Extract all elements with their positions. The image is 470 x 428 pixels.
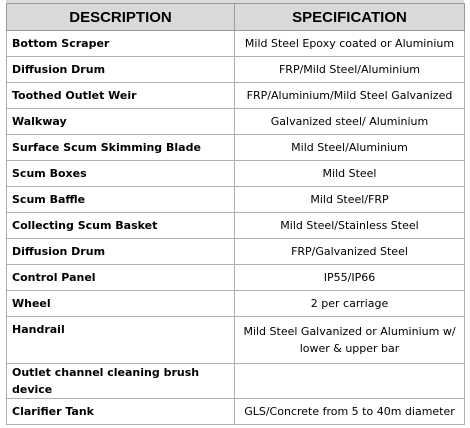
row-description: Scum Boxes bbox=[7, 161, 235, 187]
row-specification: Mild Steel Galvanized or Aluminium w/ lower & upper bar bbox=[235, 317, 465, 364]
row-description: Collecting Scum Basket bbox=[7, 213, 235, 239]
row-description: Clarifier Tank bbox=[7, 399, 235, 425]
row-specification: Mild Steel Epoxy coated or Aluminium bbox=[235, 31, 465, 57]
row-description: Bottom Scraper bbox=[7, 31, 235, 57]
row-specification: FRP/Galvanized Steel bbox=[235, 239, 465, 265]
table-row bbox=[7, 109, 465, 135]
table-row bbox=[7, 364, 465, 399]
table-header-row bbox=[7, 4, 465, 31]
table-row bbox=[7, 57, 465, 83]
specification-column-header: SPECIFICATION bbox=[235, 4, 465, 31]
row-specification: FRP/Mild Steel/Aluminium bbox=[235, 57, 465, 83]
row-description: Control Panel bbox=[7, 265, 235, 291]
row-specification: 2 per carriage bbox=[235, 291, 465, 317]
row-description: Wheel bbox=[7, 291, 235, 317]
table-row bbox=[7, 239, 465, 265]
specification-table bbox=[6, 3, 465, 425]
row-specification: Mild Steel bbox=[235, 161, 465, 187]
table-row bbox=[7, 213, 465, 239]
table-row bbox=[7, 265, 465, 291]
row-specification: IP55/IP66 bbox=[235, 265, 465, 291]
table-row bbox=[7, 317, 465, 364]
row-specification: Mild Steel/Stainless Steel bbox=[235, 213, 465, 239]
table-row bbox=[7, 187, 465, 213]
table-row bbox=[7, 399, 465, 425]
table-row bbox=[7, 31, 465, 57]
table-row bbox=[7, 291, 465, 317]
row-specification: Mild Steel/FRP bbox=[235, 187, 465, 213]
row-specification: GLS/Concrete from 5 to 40m diameter bbox=[235, 399, 465, 425]
table-row bbox=[7, 83, 465, 109]
row-description: Outlet channel cleaning brush device bbox=[7, 364, 235, 399]
row-description: Surface Scum Skimming Blade bbox=[7, 135, 235, 161]
row-description: Toothed Outlet Weir bbox=[7, 83, 235, 109]
row-specification: Galvanized steel/ Aluminium bbox=[235, 109, 465, 135]
row-specification bbox=[235, 364, 465, 399]
table-row bbox=[7, 135, 465, 161]
row-description: Diffusion Drum bbox=[7, 239, 235, 265]
table-row bbox=[7, 161, 465, 187]
description-column-header: DESCRIPTION bbox=[7, 4, 235, 31]
row-description: Handrail bbox=[7, 317, 235, 364]
row-specification: FRP/Aluminium/Mild Steel Galvanized bbox=[235, 83, 465, 109]
row-description: Scum Baffle bbox=[7, 187, 235, 213]
row-description: Diffusion Drum bbox=[7, 57, 235, 83]
row-specification: Mild Steel/Aluminium bbox=[235, 135, 465, 161]
row-description: Walkway bbox=[7, 109, 235, 135]
